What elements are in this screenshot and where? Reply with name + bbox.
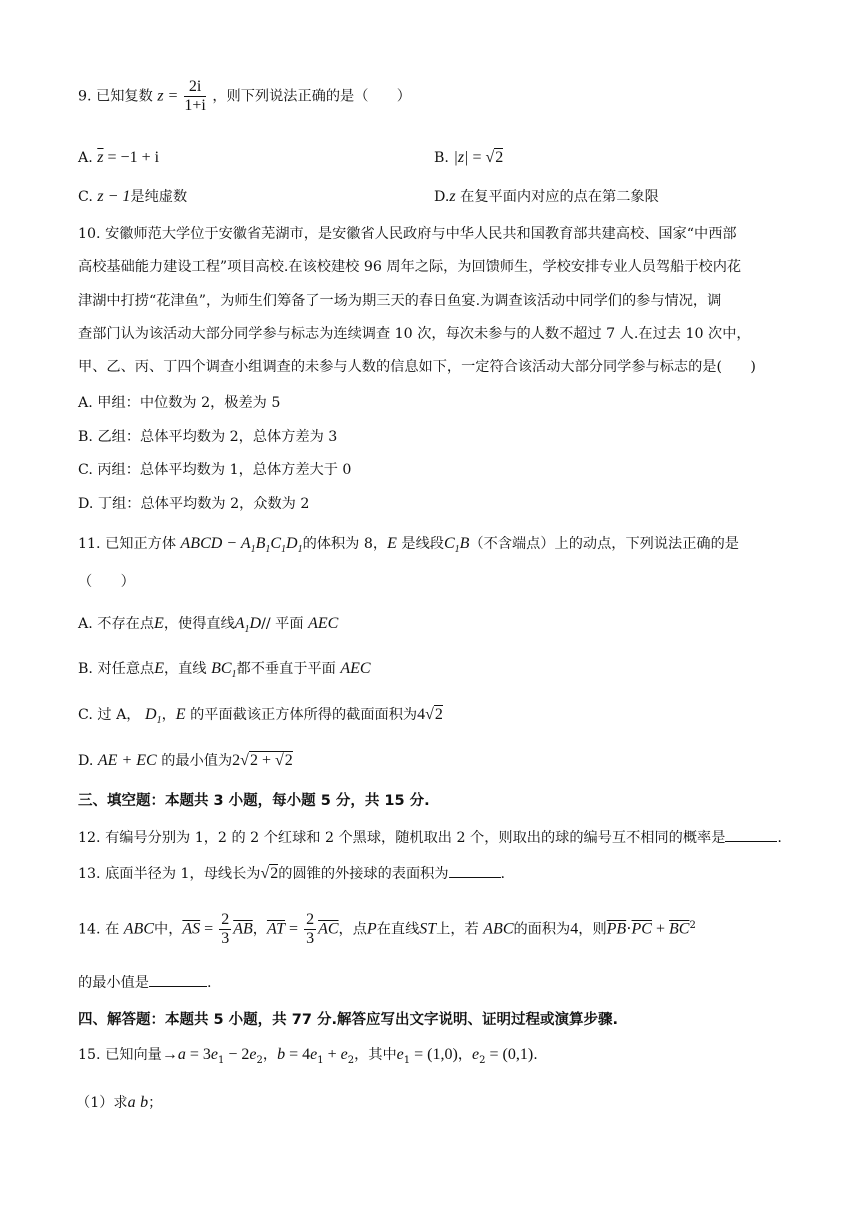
q10-line-2: 高校基础能力建设工程”项目高校.在该校建校 96 周年之际，为回馈师生，学校安排专业人员驾船于校内花 (78, 259, 742, 275)
q12-text: 12. 有编号分别为 1，2 的 2 个红球和 2 个黑球，随机取出 2 个，则取出的球的编号互不相同的概率是 . (78, 827, 782, 848)
q11-option-d: D. AE + EC 的最小值为2√2 + √2 (78, 752, 293, 769)
q14-line-2: 的最小值是 . (78, 972, 211, 993)
q13-text: 13. 底面半径为 1，母线长为√2的圆锥的外接球的表面积为 . (78, 865, 506, 882)
q15-sub-1: （1）求a b； (76, 1094, 163, 1111)
q10-line-4: 查部门认为该活动大部分同学参与标志为连续调查 10 次，每次未参与的人数不超过 7 人.在过去 10 次中， (78, 326, 751, 342)
section-4-title: 四、解答题：本题共 5 小题，共 77 分.解答应写出文字说明、证明过程或演算步骤. (78, 1012, 618, 1028)
q14-text: 14. 在 ABC中，$\overline{AS}$ = $\frac{2}{3}$ $\overline{AB}$，$\overline{AT}$ = $\frac{2}{3}$ $\overline{AC}$，点P在直线ST上，若 ABC的面积为4，则$\overline{PB}\cdot\overline{PC} + \overline{BC}^2$ (78, 911, 696, 947)
q13-answer-blank[interactable] (449, 863, 501, 878)
q10-option-c: C. 丙组：总体平均数为 1，总体方差大于 0 (78, 462, 352, 478)
q9-stem: 9. 已知复数 z = $\frac{2i}{1+i}$ ，则下列说法正确的是（ ） (78, 78, 411, 114)
q11-option-b: B. 对任意点E，直线 $BC_1$都不垂直于平面 AEC (78, 660, 371, 681)
q11-stem: 11. 已知正方体 ABCD − $A_1B_1C_1D_1$的体积为 8，E 是线段$C_1B$（不含端点）上的动点，下列说法正确的是 (78, 535, 739, 556)
q11-option-c: C. 过 A， $D_1$，E 的平面截该正方体所得的截面面积为4√2 (78, 706, 443, 727)
q10-line-1: 10. 安徽师范大学位于安徽省芜湖市，是安徽省人民政府与中华人民共和国教育部共建高校、国家“中西部 (78, 226, 737, 242)
q11-paren: （ ） (78, 574, 135, 590)
q9-option-c: C. z − 1是纯虚数 (78, 188, 188, 205)
section-3-title: 三、填空题：本题共 3 小题，每小题 5 分，共 15 分. (78, 793, 430, 809)
q9-fraction: $\frac{2i}{1+i}$ (184, 78, 206, 114)
q9-option-a: A. $\overline{z} = -1 + i$ (78, 149, 160, 166)
q14-answer-blank[interactable] (149, 972, 207, 987)
q9-option-b: B. |z| = √2 (434, 149, 504, 166)
q9-option-d: D.z 在复平面内对应的点在第二象限 (434, 188, 659, 205)
q15-stem: 15. 已知向量$\to a = 3e_1 - 2e_2$，$b = 4e_1 + e_2$，其中$e_1 = (1,0)$，$e_2 = (0,1)$. (78, 1046, 538, 1066)
q10-line-5: 甲、乙、丙、丁四个调查小组调查的未参与人数的信息如下，一定符合该活动大部分同学参与标志的是( ) (78, 359, 756, 375)
q12-answer-blank[interactable] (725, 827, 777, 842)
q10-line-3: 津湖中打捞“花津鱼”，为师生们筹备了一场为期三天的春日鱼宴.为调查该活动中同学们的参与情况，调 (78, 293, 722, 309)
q10-option-a: A. 甲组：中位数为 2，极差为 5 (78, 395, 281, 411)
q11-option-a: A. 不存在点E，使得直线$A_1D//$ 平面 AEC (78, 615, 339, 636)
q10-option-b: B. 乙组：总体平均数为 2，总体方差为 3 (78, 429, 338, 445)
q10-option-d: D. 丁组：总体平均数为 2，众数为 2 (78, 496, 310, 512)
